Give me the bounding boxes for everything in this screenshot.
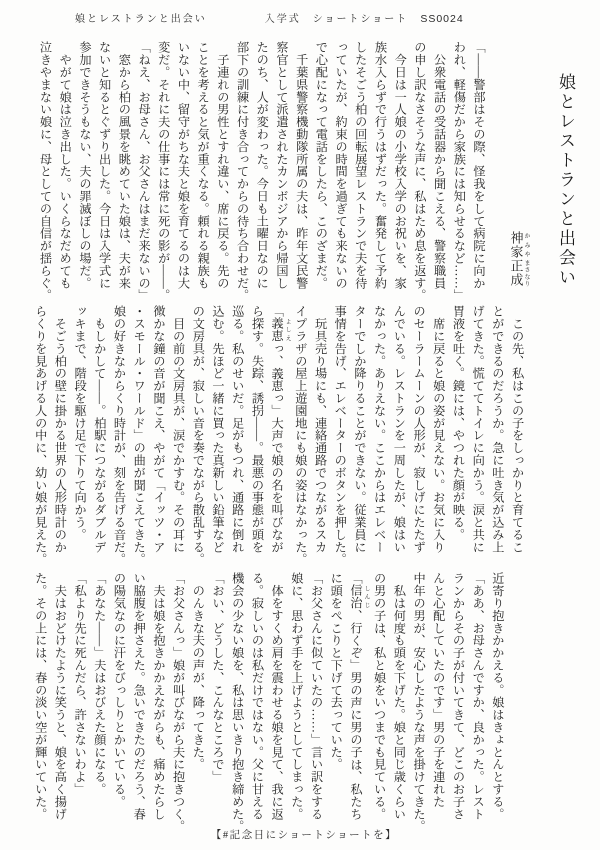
text-column: 「――警部はその際、怪我をして病院に向か (472, 41, 486, 289)
text-column: 込む。先ほど一緒に買った真新しい鉛筆など (211, 305, 226, 553)
text-column: 巡る。私のせいだ。足がもつれ、通路に倒れ (230, 305, 245, 553)
text-column: 娘に、思わず手を上げようとしてしまった。 (289, 572, 304, 820)
running-header-event: 入学式 ショートショート (264, 14, 409, 25)
text-column: ランからその子が付いてきて、どこのお子さ (451, 572, 466, 820)
text-column: イプラザの屋上遊園地にも娘の姿はなかった。 (293, 305, 308, 566)
text-column: やがて娘は泣き出した。いくらなだめても (58, 41, 73, 289)
running-header-title: 娘とレストランと出会い (75, 14, 207, 25)
text-column: 公衆電話の受話器から聞こえる、警察職員 (432, 41, 447, 289)
text-column: ・スモール・ワールド」の曲が聞こえてきた。 (132, 305, 147, 566)
text-column: 窓から柏の風景を眺めていた娘は、夫が来 (117, 41, 132, 289)
text-column: 「あなた――」夫はおびえた顔になる。 (92, 572, 107, 796)
text-column: 体をすくめ肩を震わせる娘を見て、我に返 (270, 572, 285, 820)
text-column: 今日は一人娘の小学校入学のお祝いを、家 (393, 41, 408, 289)
text-column: 察官として派遣されたカンボジアから帰国し (274, 41, 289, 289)
text-column: 私は何度も頭を下げた。娘と同じ歳くらい (392, 572, 407, 820)
running-header-code: SS0024 (420, 13, 464, 25)
text-column: もしかして――。柏駅につながるダブルデ (92, 305, 107, 553)
text-column: 千葉県警察機動隊所属の夫は、昨年文民警 (294, 41, 309, 289)
text-column: の陽気なのに汗をびっしりとかいている。 (112, 572, 127, 808)
text-column: ターでしか降りることができない。従業員に (352, 305, 367, 553)
text-column: っていたが、約束の時間を過ぎても来ないの (334, 41, 349, 289)
text-column: 機会の少ない娘を、私は思いきり抱き締めた。 (230, 572, 245, 833)
text-column: のんきな夫の声が、降ってきた。 (191, 572, 206, 771)
text-band-2 (30, 305, 527, 566)
story-title: 娘とレストランと出会い (556, 73, 575, 288)
text-column: げてきた。慌ててトイレに向かう。涙と共に (471, 305, 486, 553)
text-column: 娘の好きなからくり時計が、刻を告げる音だ。 (112, 305, 127, 566)
text-column: んと心配していたのです」男の子を連れた (431, 572, 446, 808)
text-column: の男の子は、私と娘をいつまでも見ている。 (372, 572, 387, 820)
text-column: なかった。ありえない。ここからはエレベー (372, 305, 387, 553)
text-column: に頭をぺこりと下げて去っていた。 (329, 572, 344, 771)
text-column: い脇腹を押さえた。急いできたのだろう、春 (132, 572, 147, 820)
text-column: 事情を告げ、エレベーターのボタンを押した。 (333, 305, 348, 566)
text-column: 玩具売り場にも、連絡通路でつながるスカ (313, 305, 328, 553)
text-column: ら探す。失踪、誘拐――。最悪の事態が頭を (250, 305, 265, 553)
text-column: いない中、留守がちな夫と娘を育てるのは大 (176, 41, 191, 289)
text-column: 「おい、どうした、こんなところで」 (211, 572, 226, 783)
text-column: したそごう柏の回転展望レストランで夫を待 (353, 41, 368, 289)
text-column: 胃液を吐く。鏡には、やつれた顔が映る。 (451, 305, 466, 541)
text-column: 目の前の文房具が、涙でかすむ。その耳に (171, 305, 186, 553)
text-column: 中年の男が、安心したような声を掛けてきた。 (412, 572, 427, 833)
text-column: 微かな鐘の音が聞こえ、やがて「イッツ・ア (151, 305, 166, 553)
text-column: 「お父さんっ」娘が叫びながら夫に抱きつく。 (171, 572, 186, 833)
text-column: んでいる。レストランを一周したが、娘はい (392, 305, 407, 553)
text-column: ことを考えると気が重くなる。頼れる親族も (196, 41, 211, 289)
text-column: た。その上には、春の淡い空が輝いていた。 (33, 572, 48, 820)
band-1-row (30, 41, 578, 302)
author-name: 神家 かみや正成 まさなり (508, 231, 529, 287)
footer-hashtag: 【#記念日にショートショートを】 (210, 830, 398, 841)
text-column: で心配になって電話をしたら、このざまだ。 (314, 41, 329, 289)
text-column: 子連れの男性とすれ違い、席に戻る。先の (215, 41, 230, 289)
text-column: 「ねえ、お母さん、お父さんはまだ来ないの」 (137, 41, 152, 302)
text-column: 「義恵 よしえっ、義恵っ」大声で娘の名を叫びなが (270, 305, 291, 554)
title-block (488, 41, 578, 289)
text-column: 参加できそうもない、夫の罪滅ぼしの場だ。 (77, 41, 92, 289)
text-column: の申し訳なさそうな声に、私はため息を返す。 (412, 41, 427, 302)
text-column: 「信治 しんじ、行くぞ」男の声に男の子は、私たち (348, 572, 369, 821)
text-column: この先、私はこの子をしっかりと育てるこ (510, 305, 525, 553)
text-column: らくりを見あげる人の中に、幼い娘が見えた。 (33, 305, 48, 566)
text-column: そごう柏の壁に掛かる世界の人形時計のか (53, 305, 68, 553)
text-column: 「私より先に死んだら、許さないわよ」 (73, 572, 88, 796)
text-column: 「ああ、お母さんですか、良かった。レスト (471, 572, 486, 820)
text-column: の文房具が、寂しい音を奏でながら散乱する。 (191, 305, 206, 566)
text-column: 部下の訓練に付き合ってからの待ち合わせだ。 (235, 41, 250, 302)
text-column: のセーラームーンの人形が、寂しげにたたず (412, 305, 427, 553)
text-column: ッキまで、階段を駆け足で下りて向かう。 (73, 305, 88, 541)
text-column: 族水入らずで行うはずだった。奮発して予約 (373, 41, 388, 289)
text-column: とができるのだろうか。急に吐き気が込み上 (490, 305, 505, 553)
text-column: る。寂しいのは私だけではない。父に甘える (250, 572, 265, 820)
text-column: たのち、人が変わった。今日も土曜日なのに (255, 41, 270, 289)
text-column: 夫は娘を抱きかかえながらも、痛めたらし (151, 572, 166, 820)
text-column: われ、軽傷だから家族には知らせるなど……」 (452, 41, 467, 302)
running-header (30, 10, 578, 24)
text-column: 夫はおどけたように笑うと、娘を高く揚げ (53, 572, 68, 820)
text-column: 泣きやまない娘に、母としての自信が揺らぐ。 (38, 41, 53, 302)
text-column: 変だ。それに夫の仕事には常に死の影が――。 (156, 41, 171, 302)
text-column: 近寄り抱きかかえる。娘はきょとんとする。 (490, 572, 505, 820)
text-column: 席に戻ると娘の姿が見えない。お気に入り (431, 305, 446, 553)
text-band-1 (30, 41, 488, 302)
text-band-3 (30, 572, 507, 833)
text-column: 「お父さんに似ていたの……」言い訳をする (309, 572, 324, 820)
text-column: ないと知るとぐずり出した。今日は入学式に (97, 41, 112, 289)
